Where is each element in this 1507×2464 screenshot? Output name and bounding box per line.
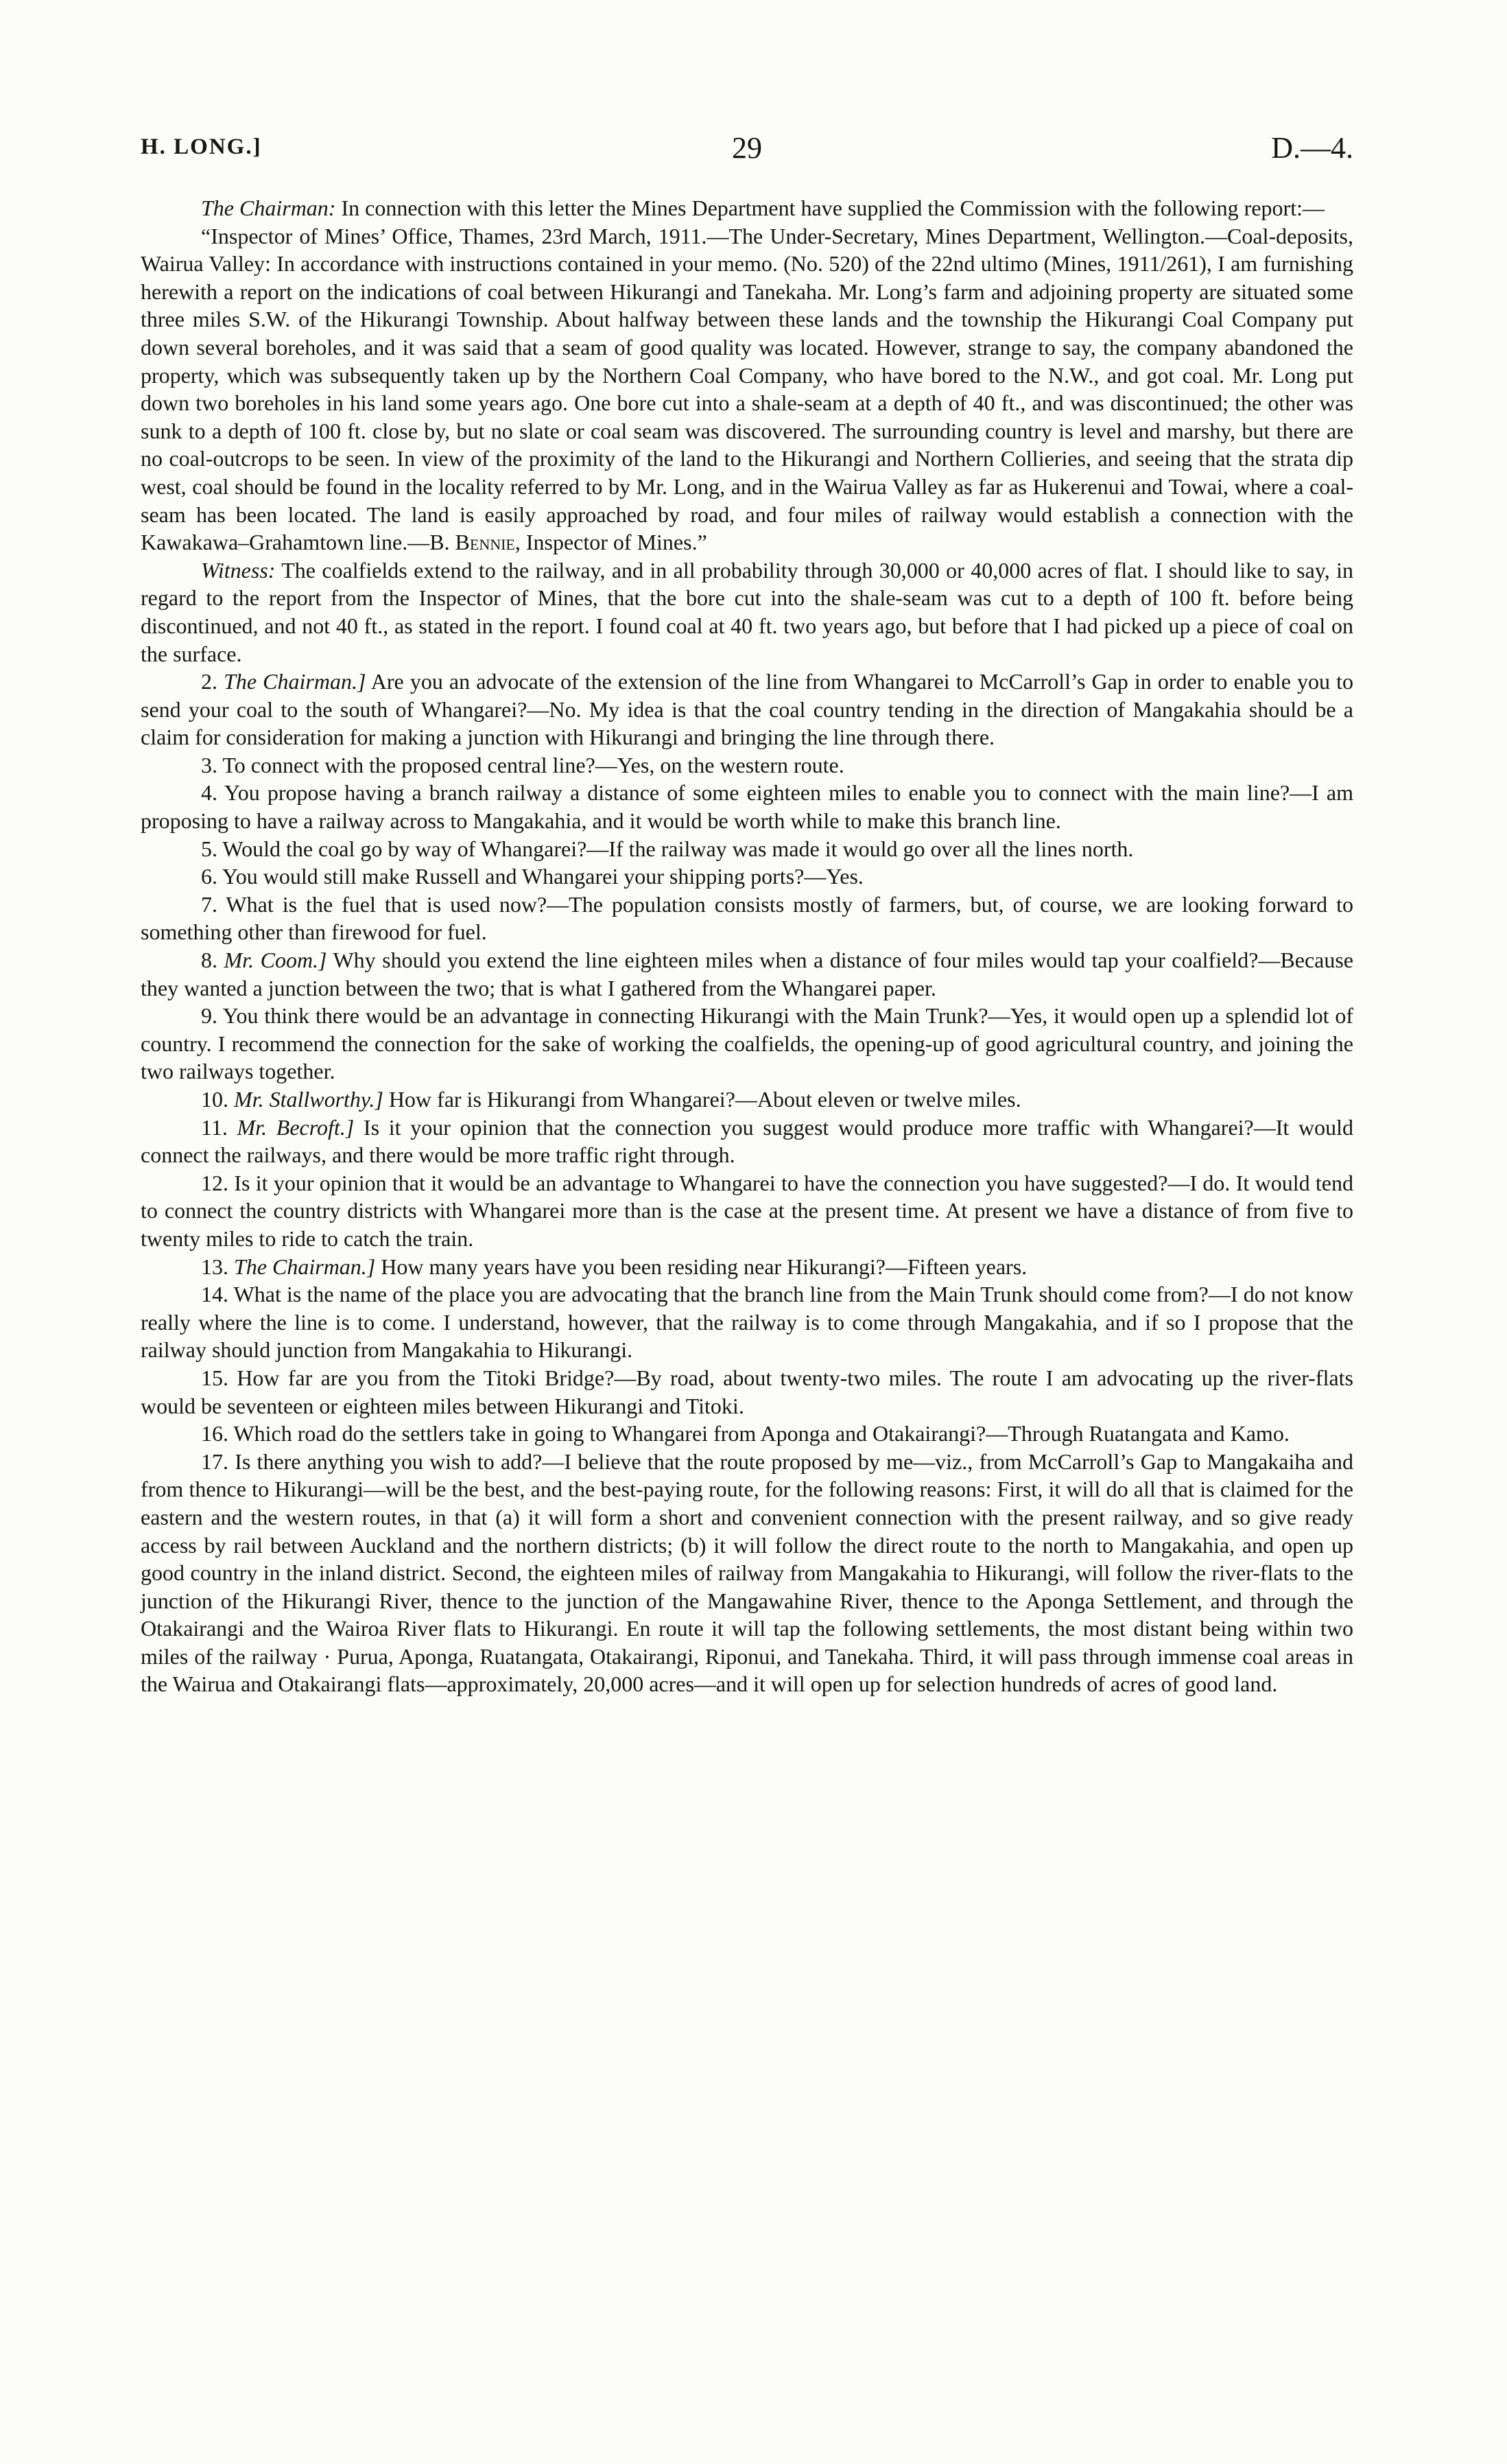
question-13: [141, 1253, 1353, 1281]
question-number: 5.: [201, 836, 217, 861]
question-2: [141, 668, 1353, 751]
question-number: 2.: [201, 669, 217, 694]
question-11: [141, 1114, 1353, 1169]
speaker-label: Witness:: [201, 557, 276, 583]
question-number: 13.: [201, 1254, 228, 1279]
paragraph-witness: [141, 556, 1353, 668]
paragraph-text: Why should you extend the line eighteen miles when a distance of four miles would tap your coalfield?—Because they wanted a junction between the two; that is what I gathered from the Whangarei paper.: [141, 948, 1353, 1000]
question-number: 10.: [201, 1087, 228, 1112]
question-number: 15.: [201, 1365, 228, 1390]
question-number: 4.: [201, 780, 217, 806]
paragraph-text: You think there would be an advantage in connecting Hikurangi with the Main Trunk?—Yes, it would open up a splendid lot of country. I recommend the connection for the sake of working the coalfields, the opening-up of good agricultural country, and joining the two railways together.: [141, 1003, 1353, 1084]
question-7: [141, 891, 1353, 946]
question-number: 11.: [201, 1114, 228, 1140]
paragraph-text: How many years have you been residing near Hikurangi?—Fifteen years.: [375, 1254, 1028, 1279]
paragraph-text: In connection with this letter the Mines Department have supplied the Commission with the following report:—: [335, 196, 1325, 220]
question-number: 3.: [201, 752, 217, 777]
document-reference: D.—4.: [1271, 131, 1353, 165]
paragraph-text: What is the name of the place you are advocating that the branch line from the Main Trunk should come from?—I do not know really where the line is to come. I understand, however, that the railway is to come through Mangakahia, and if so I propose that the railway should junction from Mangakahia to Hikurangi.: [141, 1282, 1353, 1363]
question-number: 16.: [201, 1421, 228, 1446]
question-4: [141, 779, 1353, 834]
question-5: [141, 835, 1353, 863]
speaker-label: The Chairman.]: [224, 669, 366, 694]
speaker-label: Mr. Becroft.]: [237, 1114, 355, 1140]
speaker-label: The Chairman:: [201, 196, 336, 220]
question-15: [141, 1364, 1353, 1420]
signature-tail: , Inspector of Mines.”: [514, 530, 707, 555]
question-number: 7.: [201, 891, 217, 917]
paragraph-text: Is there anything you wish to add?—I believe that the route proposed by me—viz., from McCarroll’s Gap to Mangakaiha and from thence to Hikurangi—will be the best, and the best-paying route, for the following reasons: First, it will do all that is claimed for the eastern and the western routes, in that (a) it will form a short and convenient connection with the present railway, and so give ready access by rail between Auckland and the northern districts; (b) it will follow the direct route to the north to Mangakahia, and open up good country in the inland district. Second, the eighteen miles of railway from Mangakahia to Hikurangi, will follow the river-flats to the junction of the Hikurangi River, thence to the junction of the Mangawahine River, thence to the Aponga Settlement, and through the Otakairangi and the Wairoa River flats to Hikurangi. En route it will tap the following settlements, the most distant being within two miles of the railway · Purua, Aponga, Ruatangata, Otakairangi, Riponui, and Tanekaha. Third, it will pass through immense coal areas in the Wairua and Otakairangi flats—approximately, 20,000 acres—and it will open up for selection hundreds of acres of good land.: [141, 1448, 1353, 1697]
question-number: 9.: [201, 1003, 217, 1029]
question-10: [141, 1086, 1353, 1114]
transcript-body: [141, 194, 1353, 1698]
paragraph-text: Are you an advocate of the extension of the line from Whangarei to McCarroll’s Gap in order to enable you to send your coal to the south of Whangarei?—No. My idea is that the coal country tending in the direction of Mangakahia should be a claim for consideration for making a junction with Hikurangi and bringing the line through there.: [141, 669, 1354, 750]
question-number: 14.: [201, 1282, 228, 1307]
paragraph-text: “Inspector of Mines’ Office, Thames, 23rd March, 1911.—The Under-Secretary, Mines Department, Wellington.—Coal-deposits, Wairua Valley: In accordance with instructions contained in your memo. (No. 520) of the 22nd ultimo (Mines, 1911/261), I am furnishing herewith a report on the indications of coal between Hikurangi and Tanekaha. Mr. Long’s farm and adjoining property are situated some three miles S.W. of the Hikurangi Township. About halfway between these lands and the township the Hikurangi Coal Company put down several boreholes, and it was said that a seam of good quality was located. However, strange to say, the company abandoned the property, which was subsequently taken up by the Northern Coal Company, who have bored to the N.W., and got coal. Mr. Long put down two boreholes in his land some years ago. One bore cut into a shale-seam at a depth of 40 ft., and was discontinued; the other was sunk to a depth of 100 ft. close by, but no slate or coal seam was discovered. The surrounding country is level and marshy, but there are no coal-outcrops to be seen. In view of the proximity of the land to the Hikurangi and Northern Collieries, and seeing that the strata dip west, coal should be found in the locality referred to by Mr. Long, and in the Wairua Valley as far as Hukerenui and Towai, where a coal-seam has been located. The land is easily approached by road, and four miles of railway would establish a connection with the Kawakawa–Grahamtown line.—: [141, 223, 1353, 555]
header-witness-name: H. LONG.]: [141, 134, 262, 159]
speaker-label: Mr. Coom.]: [224, 948, 327, 973]
paragraph-text: You would still make Russell and Whangarei your shipping ports?—Yes.: [217, 864, 864, 889]
question-14: [141, 1280, 1353, 1364]
paragraph-chairman-intro: [141, 194, 1353, 222]
page-number: 29: [732, 131, 762, 165]
page-header: [141, 130, 1353, 172]
paragraph-text: The coalfields extend to the railway, and in all probability through 30,000 or 40,000 acres of flat. I should like to say, in regard to the report from the Inspector of Mines, that the bore cut into the shale-seam was cut to a depth of 100 ft. before being discontinued, and not 40 ft., as stated in the report. I found coal at 40 ft. two years ago, but before that I had picked up a piece of coal on the surface.: [141, 557, 1353, 666]
question-3: [141, 751, 1353, 779]
question-12: [141, 1169, 1353, 1253]
question-6: [141, 863, 1353, 891]
speaker-label: The Chairman.]: [234, 1254, 376, 1279]
question-16: [141, 1420, 1353, 1448]
paragraph-text: Is it your opinion that the connection you suggest would produce more traffic with Whangarei?—It would connect the railways, and there would be more traffic right through.: [141, 1114, 1354, 1168]
question-number: 8.: [201, 948, 217, 973]
question-number: 6.: [201, 864, 217, 889]
speaker-label: Mr. Stallworthy.]: [234, 1087, 383, 1112]
paragraph-inspector-report: [141, 222, 1353, 556]
question-17: [141, 1448, 1353, 1698]
question-9: [141, 1002, 1353, 1086]
paragraph-text: How far are you from the Titoki Bridge?—By road, about twenty-two miles. The route I am advocating up the river-flats would be seventeen or eighteen miles between Hikurangi and Titoki.: [141, 1365, 1353, 1418]
paragraph-text: To connect with the proposed central line?—Yes, on the western route.: [217, 752, 844, 777]
paragraph-text: You propose having a branch railway a distance of some eighteen miles to enable you to connect with the main line?—I am proposing to have a railway across to Mangakahia, and it would be worth while to make this branch line.: [141, 780, 1353, 834]
paragraph-text: Which road do the settlers take in going to Whangarei from Aponga and Otakairangi?—Through Ruatangata and Kamo.: [228, 1421, 1290, 1446]
question-8: [141, 946, 1353, 1002]
paragraph-text: Would the coal go by way of Whangarei?—If the railway was made it would go over all the lines north.: [217, 836, 1134, 861]
paragraph-text: What is the fuel that is used now?—The population consists mostly of farmers, but, of course, we are looking forward to something other than firewood for fuel.: [141, 891, 1353, 945]
paragraph-text: Is it your opinion that it would be an advantage to Whangarei to have the connection you have suggested?—I do. It would tend to connect the country districts with Whangarei more than is the case at the present time. At present we have a distance of from five to twenty miles to ride to catch the train.: [141, 1170, 1353, 1251]
report-signature: B. Bennie: [429, 530, 515, 555]
paragraph-text: How far is Hikurangi from Whangarei?—About eleven or twelve miles.: [383, 1087, 1021, 1112]
question-number: 17.: [201, 1448, 228, 1474]
question-number: 12.: [201, 1170, 228, 1195]
